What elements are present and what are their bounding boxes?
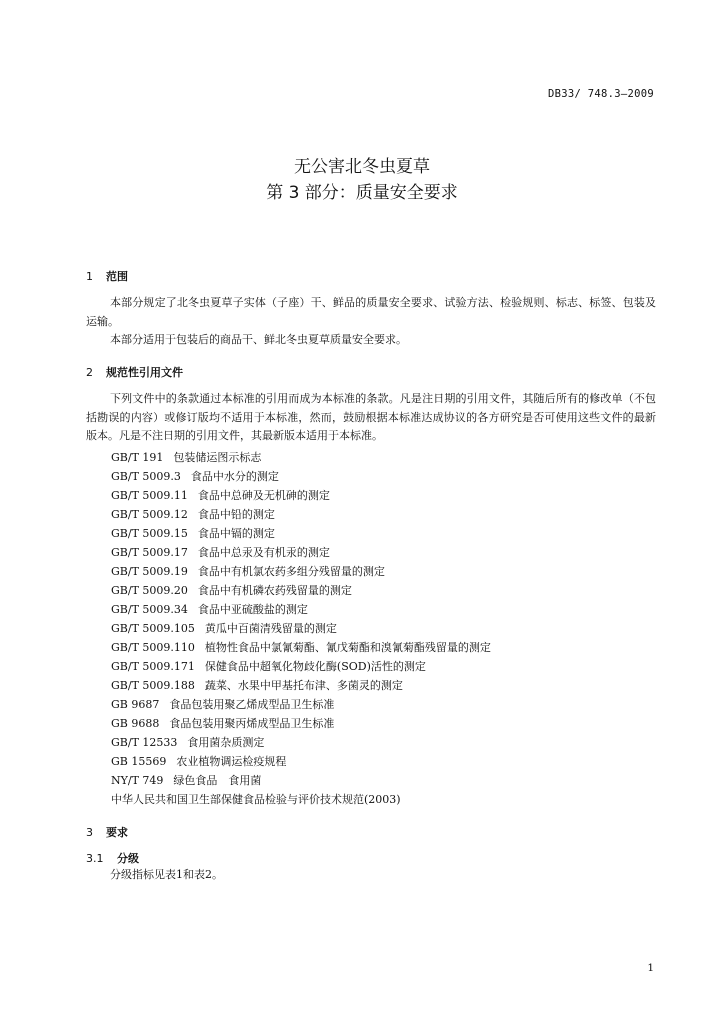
section-3-heading bbox=[86, 824, 128, 840]
reference-title: 食品中镉的测定 bbox=[197, 527, 275, 540]
reference-title: 中华人民共和国卫生部保健食品检验与评价技术规范(2003) bbox=[111, 793, 401, 806]
reference-item bbox=[111, 657, 491, 676]
reference-title: 植物性食品中氯氰菊酯、氰戊菊酯和溴氰菊酯残留量的测定 bbox=[204, 641, 491, 654]
reference-code: GB/T 5009.171 bbox=[111, 660, 195, 673]
section-2-intro: 下列文件中的条款通过本标准的引用而成为本标准的条款。凡是注日期的引用文件，其随后所有的修改单（不包括勘误的内容）或修订版均不适用于本标准，然而，鼓励根据本标准达成协议的各方研究是否可使用这些文件的最新版本。凡是不注日期的引用文件，其最新版本适用于本标准。 bbox=[86, 392, 656, 442]
reference-item bbox=[111, 505, 491, 524]
reference-title: 食品包装用聚丙烯成型品卫生标准 bbox=[169, 717, 335, 730]
reference-item bbox=[111, 752, 491, 771]
reference-title: 食用菌杂质测定 bbox=[187, 736, 265, 749]
reference-item bbox=[111, 467, 491, 486]
reference-item bbox=[111, 448, 491, 467]
reference-item bbox=[111, 562, 491, 581]
reference-title: 食品中有机氯农药多组分残留量的测定 bbox=[197, 565, 385, 578]
normative-references-list bbox=[111, 448, 491, 809]
reference-code: GB/T 5009.12 bbox=[111, 508, 188, 521]
reference-code: GB/T 5009.19 bbox=[111, 565, 188, 578]
reference-title: 包装储运图示标志 bbox=[173, 451, 262, 464]
section-1-paragraph-2: 本部分适用于包装后的商品干、鲜北冬虫夏草质量安全要求。 bbox=[110, 333, 407, 346]
reference-item bbox=[111, 638, 491, 657]
section-title: 分级 bbox=[117, 852, 139, 865]
reference-title: 食品中总砷及无机砷的测定 bbox=[197, 489, 330, 502]
reference-title: 食品中水分的测定 bbox=[190, 470, 279, 483]
reference-title: 食品中有机磷农药残留量的测定 bbox=[197, 584, 352, 597]
reference-code: GB/T 5009.11 bbox=[111, 489, 188, 502]
reference-title: 食品中亚硫酸盐的测定 bbox=[197, 603, 308, 616]
reference-item bbox=[111, 619, 491, 638]
reference-code: GB/T 5009.15 bbox=[111, 527, 188, 540]
reference-code: GB 9687 bbox=[111, 698, 160, 711]
reference-code: GB/T 5009.188 bbox=[111, 679, 195, 692]
reference-item bbox=[111, 486, 491, 505]
standard-code: DB33/ 748.3—2009 bbox=[548, 88, 654, 100]
reference-code: GB/T 5009.34 bbox=[111, 603, 188, 616]
reference-title: 农业植物调运检疫规程 bbox=[176, 755, 287, 768]
reference-code: GB/T 5009.110 bbox=[111, 641, 195, 654]
section-3-1-text: 分级指标见表1和表2。 bbox=[110, 868, 223, 881]
reference-title: 保健食品中超氧化物歧化酶(SOD)活性的测定 bbox=[204, 660, 426, 673]
reference-code: NY/T 749 bbox=[111, 774, 164, 787]
section-number: 3 bbox=[86, 826, 93, 839]
reference-item bbox=[111, 524, 491, 543]
document-subtitle: 第 3 部分：质量安全要求 bbox=[266, 183, 458, 203]
section-title: 范围 bbox=[106, 270, 128, 283]
reference-item bbox=[111, 676, 491, 695]
reference-title: 食品中铅的测定 bbox=[197, 508, 275, 521]
page-number: 1 bbox=[647, 962, 654, 974]
reference-item bbox=[111, 714, 491, 733]
document-title: 无公害北冬虫夏草 bbox=[294, 157, 430, 177]
reference-item bbox=[111, 771, 491, 790]
section-2-heading bbox=[86, 364, 183, 380]
section-1-paragraph-1: 本部分规定了北冬虫夏草子实体（子座）干、鲜品的质量安全要求、试验方法、检验规则、标志、标签、包装及运输。 bbox=[86, 296, 656, 328]
section-number: 2 bbox=[86, 366, 93, 379]
reference-code: GB/T 5009.3 bbox=[111, 470, 181, 483]
reference-code: GB/T 5009.105 bbox=[111, 622, 195, 635]
reference-title: 蔬菜、水果中甲基托布津、多菌灵的测定 bbox=[204, 679, 403, 692]
reference-item bbox=[111, 600, 491, 619]
section-3-1-heading bbox=[86, 850, 139, 866]
reference-code: GB/T 5009.20 bbox=[111, 584, 188, 597]
reference-code: GB/T 191 bbox=[111, 451, 164, 464]
reference-code: GB/T 12533 bbox=[111, 736, 178, 749]
reference-item bbox=[111, 733, 491, 752]
reference-item bbox=[111, 695, 491, 714]
section-number: 3.1 bbox=[86, 852, 104, 865]
section-title: 规范性引用文件 bbox=[106, 366, 183, 379]
reference-item bbox=[111, 790, 491, 809]
reference-title: 食品中总汞及有机汞的测定 bbox=[197, 546, 330, 559]
section-title: 要求 bbox=[106, 826, 128, 839]
reference-code: GB 9688 bbox=[111, 717, 160, 730]
section-number: 1 bbox=[86, 270, 93, 283]
reference-code: GB/T 5009.17 bbox=[111, 546, 188, 559]
reference-title: 食品包装用聚乙烯成型品卫生标准 bbox=[169, 698, 335, 711]
section-1-heading bbox=[86, 268, 128, 284]
reference-code: GB 15569 bbox=[111, 755, 167, 768]
reference-item bbox=[111, 581, 491, 600]
reference-title: 黄瓜中百菌清残留量的测定 bbox=[204, 622, 337, 635]
reference-item bbox=[111, 543, 491, 562]
reference-title: 绿色食品 食用菌 bbox=[173, 774, 262, 787]
